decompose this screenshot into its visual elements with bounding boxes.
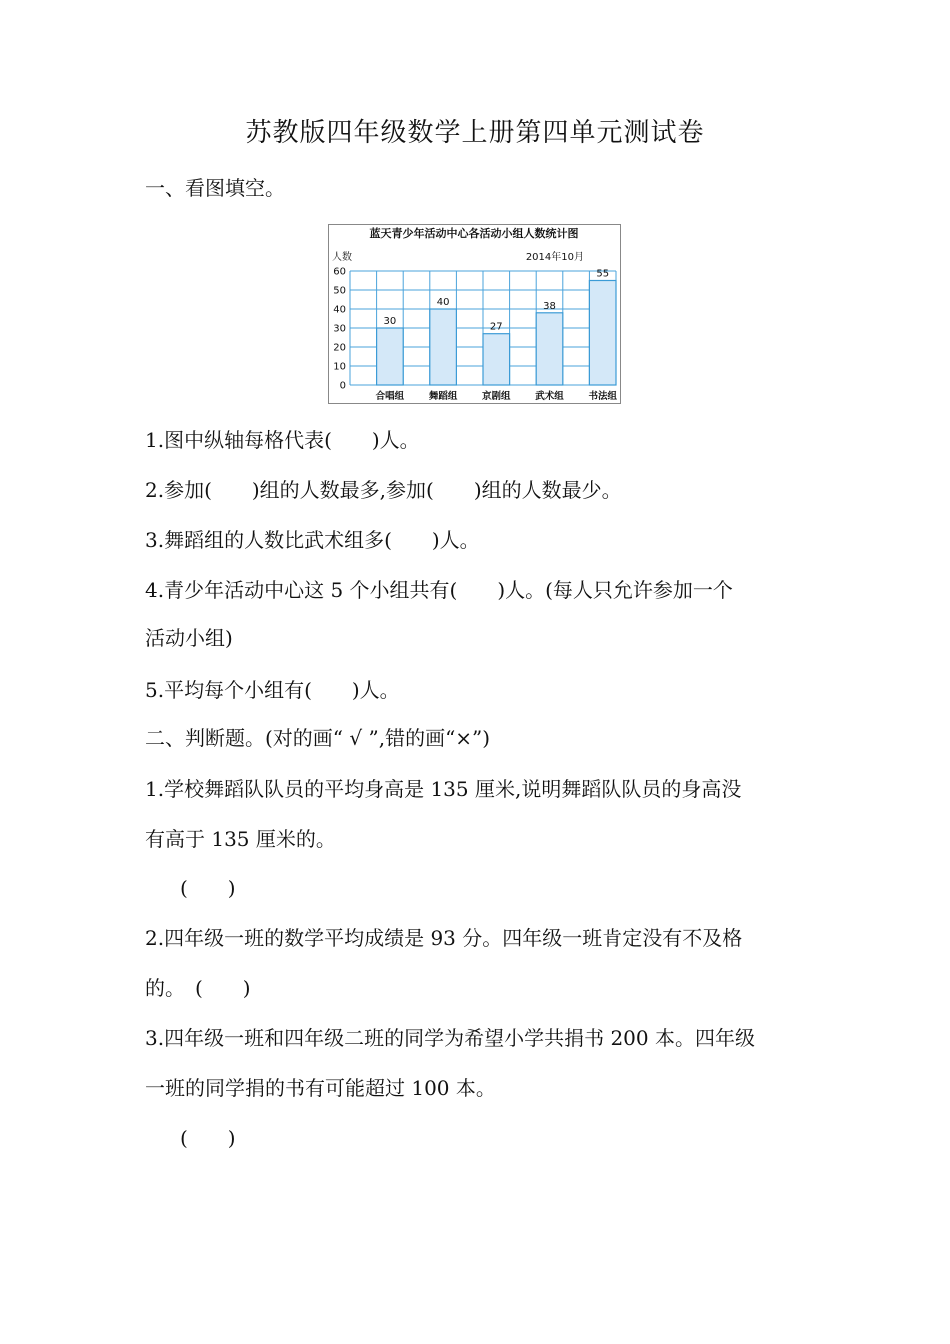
bar-value-label: 38 [543,300,556,312]
question-1-3: 3.舞蹈组的人数比武术组多( )人。 [145,528,480,552]
y-axis-label: 人数 [332,252,352,263]
section-heading-true-false: 二、判断题。(对的画“ √ ”,错的画“×”) [145,726,491,750]
bar-value-label: 55 [596,268,610,280]
answer-blank-2-1[interactable]: ( ) [180,876,236,900]
question-2-2: 2.四年级一班的数学平均成绩是 93 分。四年级一班肯定没有不及格 [145,926,743,950]
question-1-4: 4.青少年活动中心这 5 个小组共有( )人。(每人只允许参加一个 [145,578,733,602]
page-title: 苏教版四年级数学上册第四单元测试卷 [245,118,705,148]
bar [589,281,616,386]
y-tick-label: 10 [333,361,346,373]
question-2-3: 3.四年级一班和四年级二班的同学为希望小学共捐书 200 本。四年级 [145,1026,755,1050]
answer-blank-2-3[interactable]: ( ) [180,1126,236,1150]
question-1-4-continued: 活动小组) [145,626,233,650]
chart-date: 2014年10月 [525,252,584,263]
x-tick-label: 武术组 [535,391,564,402]
question-2-1-continued: 有高于 135 厘米的。 [145,827,336,851]
bar-value-label: 27 [489,321,503,333]
question-1-2: 2.参加( )组的人数最多,参加( )组的人数最少。 [145,478,622,502]
bar-chart-svg [328,224,621,404]
y-tick-label: 40 [333,304,346,316]
y-tick-label: 60 [333,266,346,278]
bar [377,328,404,385]
bar-value-label: 40 [436,297,450,308]
question-1-5: 5.平均每个小组有( )人。 [145,678,400,702]
x-tick-label: 合唱组 [375,391,405,402]
bar-value-label: 30 [383,316,397,327]
chart-title: 蓝天青少年活动中心各活动小组人数统计图 [369,227,579,240]
section-heading-fill-blank: 一、看图填空。 [145,176,285,200]
y-tick-label: 0 [339,380,346,392]
y-tick-label: 30 [333,323,346,335]
question-1-1: 1.图中纵轴每格代表( )人。 [145,428,420,452]
y-tick-label: 50 [333,285,346,297]
x-tick-label: 京剧组 [482,391,511,402]
bar [430,309,457,385]
bar [483,334,510,385]
bar [536,313,563,385]
question-2-3-continued: 一班的同学捐的书有可能超过 100 本。 [145,1076,496,1100]
x-tick-label: 舞蹈组 [428,391,458,402]
question-2-2-continued: 的。 ( ) [145,976,251,1000]
x-tick-label: 书法组 [588,391,617,402]
y-tick-label: 20 [333,342,346,354]
bar-chart [328,224,621,404]
question-2-1: 1.学校舞蹈队队员的平均身高是 135 厘米,说明舞蹈队队员的身高没 [145,777,742,801]
